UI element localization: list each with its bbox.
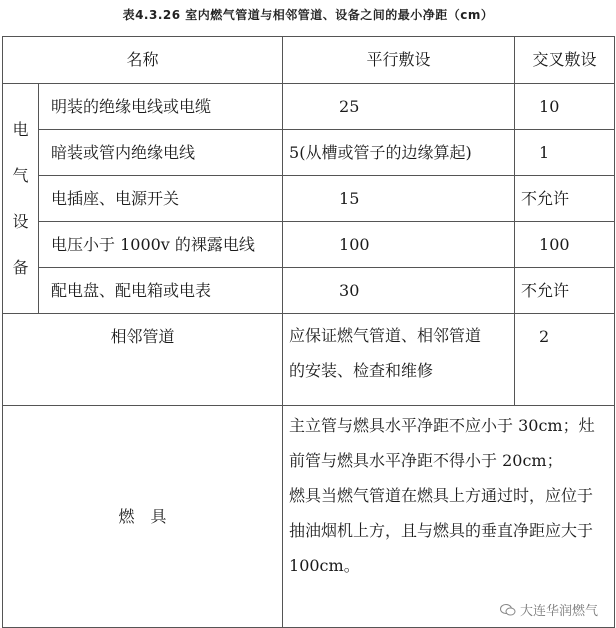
header-cross: 交叉敷设 [515,37,615,84]
table-row [3,176,615,222]
header-parallel: 平行敷设 [283,37,515,84]
adjacent-line: 的安装、检查和维修 [289,361,434,380]
stove-char: 燃 [118,506,135,526]
header-name: 名称 [3,37,283,84]
parallel-value: 5(从槽或管子的边缘算起) [283,130,515,176]
adjacent-name: 相邻管道 [3,314,283,406]
stove-row [3,406,615,628]
table-row [3,84,615,130]
table-title: 表4.3.26 室内燃气管道与相邻管道、设备之间的最小净距（cm） [122,8,494,22]
watermark-text: 大连华润燃气 [519,604,598,619]
item-name: 电插座、电源开关 [39,176,283,222]
header-row [3,37,615,84]
table-row [3,130,615,176]
table-row [3,268,615,314]
stove-line: 前管与燃具水平净距不得小于 20cm； [289,451,563,470]
cross-value: 10 [515,84,615,130]
stove-line: 100cm。 [289,556,360,575]
cross-value: 1 [515,130,615,176]
parallel-value: 30 [283,268,515,314]
stove-name [3,406,283,628]
clearance-table [2,36,615,628]
cross-value: 不允许 [515,268,615,314]
item-name: 暗装或管内绝缘电线 [39,130,283,176]
adjacent-line: 应保证燃气管道、相邻管道 [289,326,482,345]
adjacent-cross: 2 [515,314,615,406]
cross-value: 100 [515,222,615,268]
category-char: 电 [12,119,29,139]
parallel-value: 15 [283,176,515,222]
category-char: 设 [12,211,29,231]
stove-requirements [283,406,615,628]
item-name: 电压小于 1000v 的裸露电线 [39,222,283,268]
adjacent-parallel [283,314,515,406]
table-row [3,222,615,268]
stove-line: 主立管与燃具水平净距不应小于 30cm；灶 [289,416,595,435]
electrical-category [3,84,39,314]
stove-char: 具 [150,506,167,526]
cross-value: 不允许 [515,176,615,222]
item-name: 明装的绝缘电线或电缆 [39,84,283,130]
stove-line: 抽油烟机上方，且与燃具的垂直净距应大于 [289,521,594,540]
parallel-value: 25 [283,84,515,130]
item-name: 配电盘、配电箱或电表 [39,268,283,314]
category-char: 气 [12,165,29,185]
parallel-value: 100 [283,222,515,268]
adjacent-row [3,314,615,406]
watermark [496,599,602,620]
wechat-icon [500,604,516,616]
category-char: 备 [12,257,29,277]
stove-line: 燃具当燃气管道在燃具上方通过时，应位于 [289,486,594,505]
